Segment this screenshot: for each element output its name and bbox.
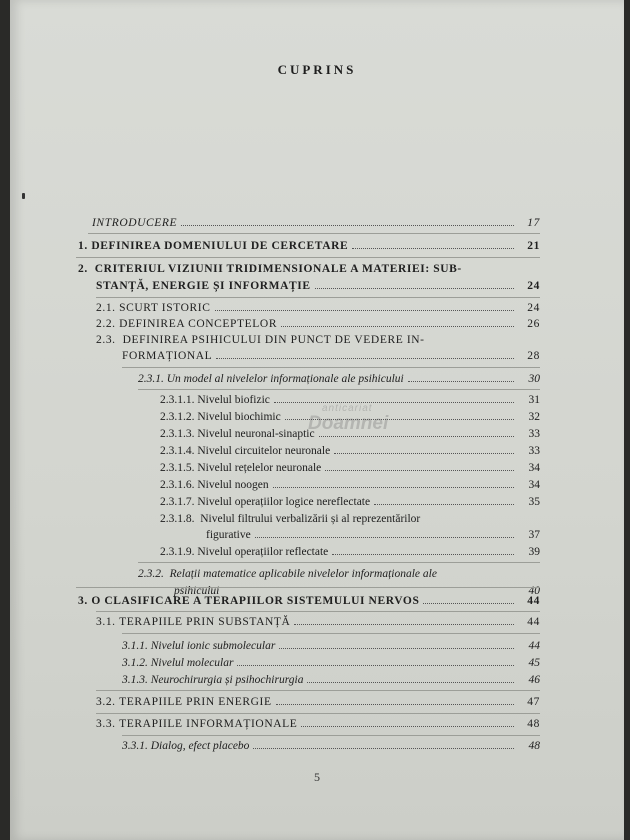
divider: [96, 713, 540, 714]
toc-entry-3-3-1: [122, 740, 540, 752]
toc-entry-2-2: [96, 318, 540, 330]
toc-entry-page: 44: [527, 616, 540, 628]
toc-entry-label: TERAPIILE INFORMAȚIONALE: [119, 718, 298, 730]
toc-entry-2-3-line1: [96, 334, 425, 346]
leader-dots: [255, 537, 514, 538]
divider: [122, 735, 540, 736]
toc-entry-1: [78, 240, 540, 252]
toc-entry-label: INTRODUCERE: [92, 217, 178, 229]
toc-entry-page: 33: [528, 445, 540, 457]
toc-entry-page: 24: [527, 280, 540, 292]
watermark-top: anticariat: [322, 403, 373, 414]
toc-entry-2-3-1-3: [160, 428, 540, 440]
toc-entry-page: 32: [528, 411, 540, 423]
toc-entry-number: 2.3.1.9.: [160, 546, 195, 558]
toc-entry-label: Neurochirurgia și psihochirurgia: [150, 674, 304, 686]
toc-entry-page: 34: [528, 462, 540, 474]
toc-entry-number: 2.3.1.1.: [160, 394, 195, 406]
toc-entry-3-1-2: [122, 657, 540, 669]
toc-entry-label: Un model al nivelelor informaționale ale psihicului: [166, 373, 404, 385]
toc-entry-label-cont: psihicului: [174, 585, 220, 597]
toc-entry-number: 3.1.1.: [122, 640, 148, 652]
toc-entry-2-3-1-8: [206, 529, 540, 541]
divider: [96, 611, 540, 612]
toc-entry-page: 17: [527, 217, 540, 229]
toc-entry-page: 46: [528, 674, 540, 686]
toc-entry-page: 34: [528, 479, 540, 491]
toc-entry-label: DEFINIREA PSIHICULUI DIN PUNCT DE VEDERE IN-: [122, 334, 425, 346]
toc-entry-3-2: [96, 696, 540, 708]
toc-entry-2-3-1-8-line1: [160, 513, 420, 525]
toc-entry-label: Nivelul filtrului verbalizării și al reprezentărilor: [200, 513, 421, 525]
toc-entry-2-3-1-9: [160, 546, 540, 558]
toc-entry-number: 3.1.2.: [122, 657, 148, 669]
toc-entry-2-3-1-7: [160, 496, 540, 508]
toc-entry-2-3-1-5: [160, 462, 540, 474]
toc-entry-number: 3.2.: [96, 696, 116, 708]
leader-dots: [334, 453, 514, 454]
toc-entry-number: 2.3.1.6.: [160, 479, 195, 491]
toc-entry-number: 2.3.1.8.: [160, 513, 195, 525]
toc-entry-page: 30: [528, 373, 540, 385]
toc-entry-number: 3.1.: [96, 616, 116, 628]
toc-entry-label: Nivelul neuronal-sinaptic: [197, 428, 315, 440]
toc-entry-page: 21: [527, 240, 540, 252]
toc-entry-2-3-1-4: [160, 445, 540, 457]
toc-entry-label-cont: figurative: [206, 529, 251, 541]
toc-entry-label: SCURT ISTORIC: [119, 302, 211, 314]
leader-dots: [273, 487, 514, 488]
toc-entry-number: 1.: [78, 240, 88, 252]
toc-entry-number: 2.3.2.: [138, 568, 164, 580]
toc-entry-page: 45: [528, 657, 540, 669]
leader-dots: [274, 402, 514, 403]
leader-dots: [216, 358, 514, 359]
toc-entry-2-3-1-2: [160, 411, 540, 423]
toc-entry-label: Dialog, efect placebo: [150, 740, 250, 752]
toc-entry-number: 2.3.1.4.: [160, 445, 195, 457]
toc-entry-page: 47: [527, 696, 540, 708]
toc-entry-page: 33: [528, 428, 540, 440]
toc-entry-3-1: [96, 616, 540, 628]
toc-entry-3-1-1: [122, 640, 540, 652]
leader-dots: [276, 704, 514, 705]
leader-dots: [279, 648, 514, 649]
toc-entry-number: 2.1.: [96, 302, 116, 314]
toc-entry-label: Nivelul molecular: [150, 657, 234, 669]
toc-entry-page: 31: [528, 394, 540, 406]
toc-entry-label: Nivelul noogen: [197, 479, 269, 491]
toc-entry-label: Nivelul ionic submolecular: [150, 640, 276, 652]
toc-entry-number: 2.3.1.3.: [160, 428, 195, 440]
divider: [76, 257, 540, 258]
toc-entry-label: TERAPIILE PRIN SUBSTANȚĂ: [119, 616, 291, 628]
toc-entry-label: Relații matematice aplicabile nivelelor informaționale ale: [169, 568, 437, 580]
leader-dots: [374, 504, 514, 505]
page-title: CUPRINS: [277, 62, 357, 77]
leader-dots: [332, 554, 514, 555]
divider: [138, 562, 540, 563]
toc-entry-label: Nivelul circuitelor neuronale: [197, 445, 331, 457]
toc-entry-page: 24: [527, 302, 540, 314]
toc-entry-label: DEFINIREA DOMENIULUI DE CERCETARE: [91, 240, 349, 252]
toc-entry-2-3-1-1: [160, 394, 540, 406]
toc-entry-page: 44: [528, 640, 540, 652]
book-page: [10, 0, 624, 840]
toc-entry-label-cont: STANȚĂ, ENERGIE ȘI INFORMAȚIE: [96, 280, 311, 292]
table-of-contents: [10, 0, 624, 840]
leader-dots: [307, 682, 514, 683]
toc-entry-page: 28: [527, 350, 540, 362]
leader-dots: [294, 624, 514, 625]
leader-dots: [181, 225, 514, 226]
toc-entry-2: [96, 280, 540, 292]
toc-entry-label: Nivelul biochimic: [197, 411, 281, 423]
toc-entry-number: 2.3.1.: [138, 373, 164, 385]
toc-entry-label: Nivelul biofizic: [197, 394, 270, 406]
toc-entry-2-3-2-line1: [138, 568, 437, 580]
toc-entry-2-3-1: [138, 373, 540, 385]
divider: [122, 633, 540, 634]
divider: [122, 367, 540, 368]
divider: [96, 690, 540, 691]
divider: [88, 233, 540, 234]
toc-entry-page: 35: [528, 496, 540, 508]
toc-entry-label: DEFINIREA CONCEPTELOR: [119, 318, 278, 330]
toc-entry-page: 40: [528, 585, 540, 597]
page-number: 5: [314, 770, 320, 784]
leader-dots: [325, 470, 514, 471]
leader-dots: [352, 248, 514, 249]
toc-entry-label: Nivelul operațiilor logice nereflectate: [197, 496, 371, 508]
toc-entry-2-3: [122, 350, 540, 362]
toc-entry-page: 26: [527, 318, 540, 330]
toc-entry-introducere: [92, 217, 540, 229]
toc-entry-label: Nivelul rețelelor neuronale: [197, 462, 322, 474]
toc-entry-number: 3.3.: [96, 718, 116, 730]
leader-dots: [423, 603, 514, 604]
toc-entry-number: 2.3.1.7.: [160, 496, 195, 508]
toc-entry-page: 48: [528, 740, 540, 752]
leader-dots: [281, 326, 514, 327]
watermark-bottom: Doamnei: [308, 413, 389, 434]
leader-dots: [215, 310, 514, 311]
toc-entry-label: CRITERIUL VIZIUNII TRIDIMENSIONALE A MATERIEI: SUB-: [94, 263, 462, 275]
toc-entry-number: 2.3.1.2.: [160, 411, 195, 423]
toc-entry-number: 3.1.3.: [122, 674, 148, 686]
leader-dots: [301, 726, 514, 727]
leader-dots: [285, 419, 514, 420]
divider: [76, 587, 540, 588]
toc-entry-label: O CLASIFICARE A TERAPIILOR SISTEMULUI NERVOS: [91, 595, 420, 607]
toc-entry-number: 3.3.1.: [122, 740, 148, 752]
toc-entry-3-3: [96, 718, 540, 730]
toc-entry-label: TERAPIILE PRIN ENERGIE: [119, 696, 272, 708]
toc-entry-page: 37: [528, 529, 540, 541]
leader-dots: [319, 436, 514, 437]
divider: [138, 389, 540, 390]
toc-entry-label-cont: FORMAȚIONAL: [122, 350, 213, 362]
toc-entry-page: 44: [527, 595, 540, 607]
toc-entry-label: Nivelul operațiilor reflectate: [197, 546, 329, 558]
leader-dots: [315, 288, 514, 289]
toc-entry-number: 2.3.1.5.: [160, 462, 195, 474]
toc-entry-number: 2.: [78, 263, 88, 275]
toc-entry-2-line1: [78, 263, 462, 275]
divider: [96, 297, 540, 298]
toc-entry-number: 2.2.: [96, 318, 116, 330]
toc-entry-number: 3.: [78, 595, 88, 607]
toc-entry-3: [78, 595, 540, 607]
leader-dots: [237, 665, 514, 666]
leader-dots: [408, 381, 514, 382]
toc-entry-page: 48: [527, 718, 540, 730]
toc-entry-2-1: [96, 302, 540, 314]
leader-dots: [253, 748, 514, 749]
toc-entry-page: 39: [528, 546, 540, 558]
toc-entry-number: 2.3.: [96, 334, 116, 346]
toc-entry-2-3-1-6: [160, 479, 540, 491]
toc-entry-3-1-3: [122, 674, 540, 686]
